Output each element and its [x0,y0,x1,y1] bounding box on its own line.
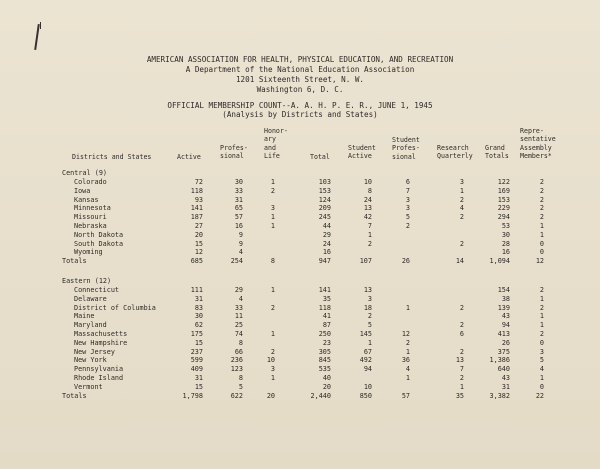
cell-active: 15 [194,338,203,347]
cell-prof: 33 [234,303,243,312]
cell-rq: 2 [459,195,464,204]
cell-sa: 10 [363,178,372,186]
state-name: South Dakota [74,239,124,248]
cell-rep: 4 [539,365,544,374]
cell-sp: 5 [405,213,410,222]
state-name: New Jersey [74,347,115,356]
totals-label: Totals [62,257,87,266]
state-name: Pennsylvania [74,365,124,374]
cell-sa: 145 [359,330,372,338]
cell-rep: 2 [539,213,544,222]
cell-hon: 10 [266,356,275,365]
cell-total: 245 [318,213,331,222]
total-active: 1,798 [182,391,203,400]
cell-active: 15 [194,239,203,248]
cell-active: 175 [190,330,203,338]
cell-grand: 153 [497,195,510,204]
association-name: AMERICAN ASSOCIATION FOR HEALTH, PHYSICAL EDUCATION, AND RECREATION [146,55,454,64]
total-rep: 22 [535,391,544,400]
cell-sp: 1 [405,374,410,382]
cell-active: 27 [194,222,203,230]
cell-total: 41 [322,312,331,321]
total-rq: 14 [455,257,464,266]
cell-rep: 5 [539,356,544,365]
cell-hon: 2 [270,347,275,356]
cell-prof: 16 [234,222,243,230]
cell-sp: 2 [405,338,410,347]
state-name: Maine [74,312,95,321]
cell-total: 124 [318,195,331,204]
cell-sa: 94 [363,365,372,374]
cell-rep: 1 [539,374,544,382]
cell-rq: 1 [459,186,464,195]
cell-sp: 7 [405,186,410,195]
cell-prof: 4 [238,248,243,257]
state-name: Rhode Island [74,374,124,382]
cell-sa: 13 [363,286,372,294]
cell-rq: 2 [459,321,464,330]
pencil-mark-tick [40,22,41,29]
cell-prof: 8 [238,374,243,382]
cell-prof: 25 [234,321,243,330]
cell-grand: 30 [501,230,510,239]
cell-active: 15 [194,382,203,391]
cell-total: 20 [322,382,331,391]
cell-prof: 74 [234,330,243,338]
cell-grand: 28 [501,239,510,248]
cell-hon: 1 [270,330,275,338]
cell-total: 16 [322,248,331,257]
cell-hon: 2 [270,303,275,312]
cell-grand: 294 [497,213,510,222]
cell-rep: 0 [539,248,544,257]
total-grand: 1,094 [489,257,510,266]
cell-hon: 3 [270,365,275,374]
col-header-grand-totals: Grand Totals [485,144,509,161]
pencil-mark [34,24,40,50]
cell-grand: 16 [501,248,510,257]
cell-active: 31 [194,294,203,303]
section-heading-central: Central (9) [62,169,108,177]
cell-total: 535 [318,365,331,374]
cell-sa: 18 [363,303,372,312]
cell-total: 209 [318,204,331,213]
cell-rq: 2 [459,374,464,382]
cell-active: 237 [190,347,203,356]
state-name: New York [74,356,107,365]
cell-rep: 2 [539,186,544,195]
cell-sp: 36 [401,356,410,365]
cell-sa: 7 [367,222,372,230]
cell-sa: 67 [363,347,372,356]
col-header-research-quarterly: Research Quarterly [437,144,473,161]
cell-prof: 123 [230,365,243,374]
cell-prof: 29 [234,286,243,294]
cell-sa: 13 [363,204,372,213]
state-name: New Hampshire [74,338,128,347]
state-name: Nebraska [74,222,107,230]
total-total: 2,440 [310,391,331,400]
city-address: Washington 6, D. C. [256,85,344,94]
cell-rq: 7 [459,365,464,374]
cell-active: 187 [190,213,203,222]
cell-grand: 139 [497,303,510,312]
cell-hon: 3 [270,204,275,213]
cell-sp: 1 [405,303,410,312]
cell-prof: 33 [234,186,243,195]
state-name: Minnesota [74,204,111,213]
cell-grand: 229 [497,204,510,213]
cell-rq: 2 [459,239,464,248]
total-hon: 20 [266,391,275,400]
total-active: 685 [190,257,203,266]
total-grand: 3,382 [489,391,510,400]
totals-label: Totals [62,391,87,400]
total-sp: 26 [401,257,410,266]
state-name: Missouri [74,213,107,222]
cell-grand: 53 [501,222,510,230]
total-prof: 254 [230,257,243,266]
col-header-active: Active [177,153,201,161]
cell-rep: 3 [539,347,544,356]
cell-prof: 65 [234,204,243,213]
cell-total: 305 [318,347,331,356]
state-name: North Dakota [74,230,124,239]
cell-total: 44 [322,222,331,230]
cell-prof: 236 [230,356,243,365]
cell-total: 23 [322,338,331,347]
cell-active: 599 [190,356,203,365]
cell-hon: 1 [270,222,275,230]
cell-grand: 94 [501,321,510,330]
state-name: Wyoming [74,248,103,257]
cell-grand: 122 [497,178,510,186]
state-name: Massachusetts [74,330,128,338]
cell-rep: 1 [539,222,544,230]
total-rq: 35 [455,391,464,400]
cell-active: 72 [194,178,203,186]
cell-prof: 9 [238,239,243,248]
cell-active: 12 [194,248,203,257]
cell-grand: 43 [501,312,510,321]
state-name: Iowa [74,186,91,195]
total-sa: 850 [359,391,372,400]
cell-rq: 6 [459,330,464,338]
cell-total: 35 [322,294,331,303]
cell-rq: 4 [459,204,464,213]
department-line: A Department of the National Education Association [185,65,415,74]
cell-prof: 9 [238,230,243,239]
cell-prof: 30 [234,178,243,186]
cell-total: 103 [318,178,331,186]
cell-grand: 38 [501,294,510,303]
cell-total: 87 [322,321,331,330]
state-name: Kansas [74,195,99,204]
total-prof: 622 [230,391,243,400]
state-name: Connecticut [74,286,120,294]
cell-rep: 2 [539,178,544,186]
cell-sp: 4 [405,365,410,374]
cell-hon: 1 [270,178,275,186]
cell-sa: 1 [367,338,372,347]
cell-total: 141 [318,286,331,294]
total-sa: 107 [359,257,372,266]
cell-rep: 0 [539,239,544,248]
cell-rep: 1 [539,321,544,330]
document-title: OFFICIAL MEMBERSHIP COUNT--A. A. H. P. E. R., JUNE 1, 1945 [167,101,433,110]
cell-rep: 1 [539,312,544,321]
total-rep: 12 [535,257,544,266]
cell-hon: 1 [270,286,275,294]
cell-active: 93 [194,195,203,204]
state-name: Maryland [74,321,107,330]
cell-sp: 6 [405,178,410,186]
cell-grand: 31 [501,382,510,391]
cell-prof: 11 [234,312,243,321]
cell-total: 845 [318,356,331,365]
cell-active: 30 [194,312,203,321]
cell-sa: 24 [363,195,372,204]
cell-prof: 66 [234,347,243,356]
cell-sa: 8 [367,186,372,195]
cell-prof: 4 [238,294,243,303]
total-hon: 8 [270,257,275,266]
cell-sa: 5 [367,321,372,330]
cell-rep: 2 [539,195,544,204]
cell-rep: 0 [539,382,544,391]
cell-sa: 10 [363,382,372,391]
cell-grand: 169 [497,186,510,195]
cell-sa: 3 [367,294,372,303]
cell-total: 118 [318,303,331,312]
col-header-honorary-life: Honor- ary and Life [264,127,288,161]
cell-rep: 2 [539,330,544,338]
document-subtitle: (Analysis by Districts and States) [222,110,378,119]
cell-sa: 2 [367,312,372,321]
cell-grand: 375 [497,347,510,356]
cell-rep: 1 [539,230,544,239]
cell-grand: 413 [497,330,510,338]
cell-rep: 0 [539,338,544,347]
cell-hon: 1 [270,213,275,222]
cell-rq: 2 [459,347,464,356]
cell-rq: 2 [459,213,464,222]
cell-rep: 2 [539,204,544,213]
cell-sp: 12 [401,330,410,338]
section-heading-eastern: Eastern (12) [62,277,112,285]
cell-hon: 1 [270,374,275,382]
cell-active: 83 [194,303,203,312]
cell-total: 29 [322,230,331,239]
cell-grand: 154 [497,286,510,294]
cell-prof: 57 [234,213,243,222]
col-header-professional: Profes- sional [220,144,248,161]
state-name: District of Columbia [74,303,156,312]
cell-sa: 42 [363,213,372,222]
state-name: Vermont [74,382,103,391]
cell-rep: 1 [539,294,544,303]
col-header-student-professional: Student Profes- sional [392,136,420,161]
cell-active: 31 [194,374,203,382]
cell-active: 409 [190,365,203,374]
cell-grand: 43 [501,374,510,382]
cell-sp: 2 [405,222,410,230]
cell-total: 153 [318,186,331,195]
cell-grand: 1,386 [489,356,510,365]
cell-active: 118 [190,186,203,195]
cell-sa: 2 [367,239,372,248]
col-header-total: Total [310,153,330,161]
cell-prof: 31 [234,195,243,204]
cell-total: 24 [322,239,331,248]
state-name: Delaware [74,294,107,303]
cell-active: 20 [194,230,203,239]
cell-sp: 1 [405,347,410,356]
col-header-rep-assembly: Repre- sentative Assembly Members* [520,127,556,161]
cell-total: 40 [322,374,331,382]
cell-active: 111 [190,286,203,294]
col-header-district: Districts and States [72,153,152,161]
cell-rq: 2 [459,303,464,312]
cell-rq: 1 [459,382,464,391]
col-header-student-active: Student Active [348,144,376,161]
cell-grand: 26 [501,338,510,347]
cell-active: 62 [194,321,203,330]
cell-rep: 2 [539,286,544,294]
cell-rep: 2 [539,303,544,312]
street-address: 1201 Sixteenth Street, N. W. [235,75,364,84]
cell-prof: 5 [238,382,243,391]
cell-active: 141 [190,204,203,213]
cell-prof: 8 [238,338,243,347]
cell-total: 250 [318,330,331,338]
cell-rq: 13 [455,356,464,365]
cell-hon: 2 [270,186,275,195]
state-name: Colorado [74,178,107,186]
cell-sp: 3 [405,204,410,213]
cell-rq: 3 [459,178,464,186]
cell-grand: 640 [497,365,510,374]
cell-sa: 492 [359,356,372,365]
cell-sp: 3 [405,195,410,204]
total-sp: 57 [401,391,410,400]
total-total: 947 [318,257,331,266]
cell-sa: 1 [367,230,372,239]
